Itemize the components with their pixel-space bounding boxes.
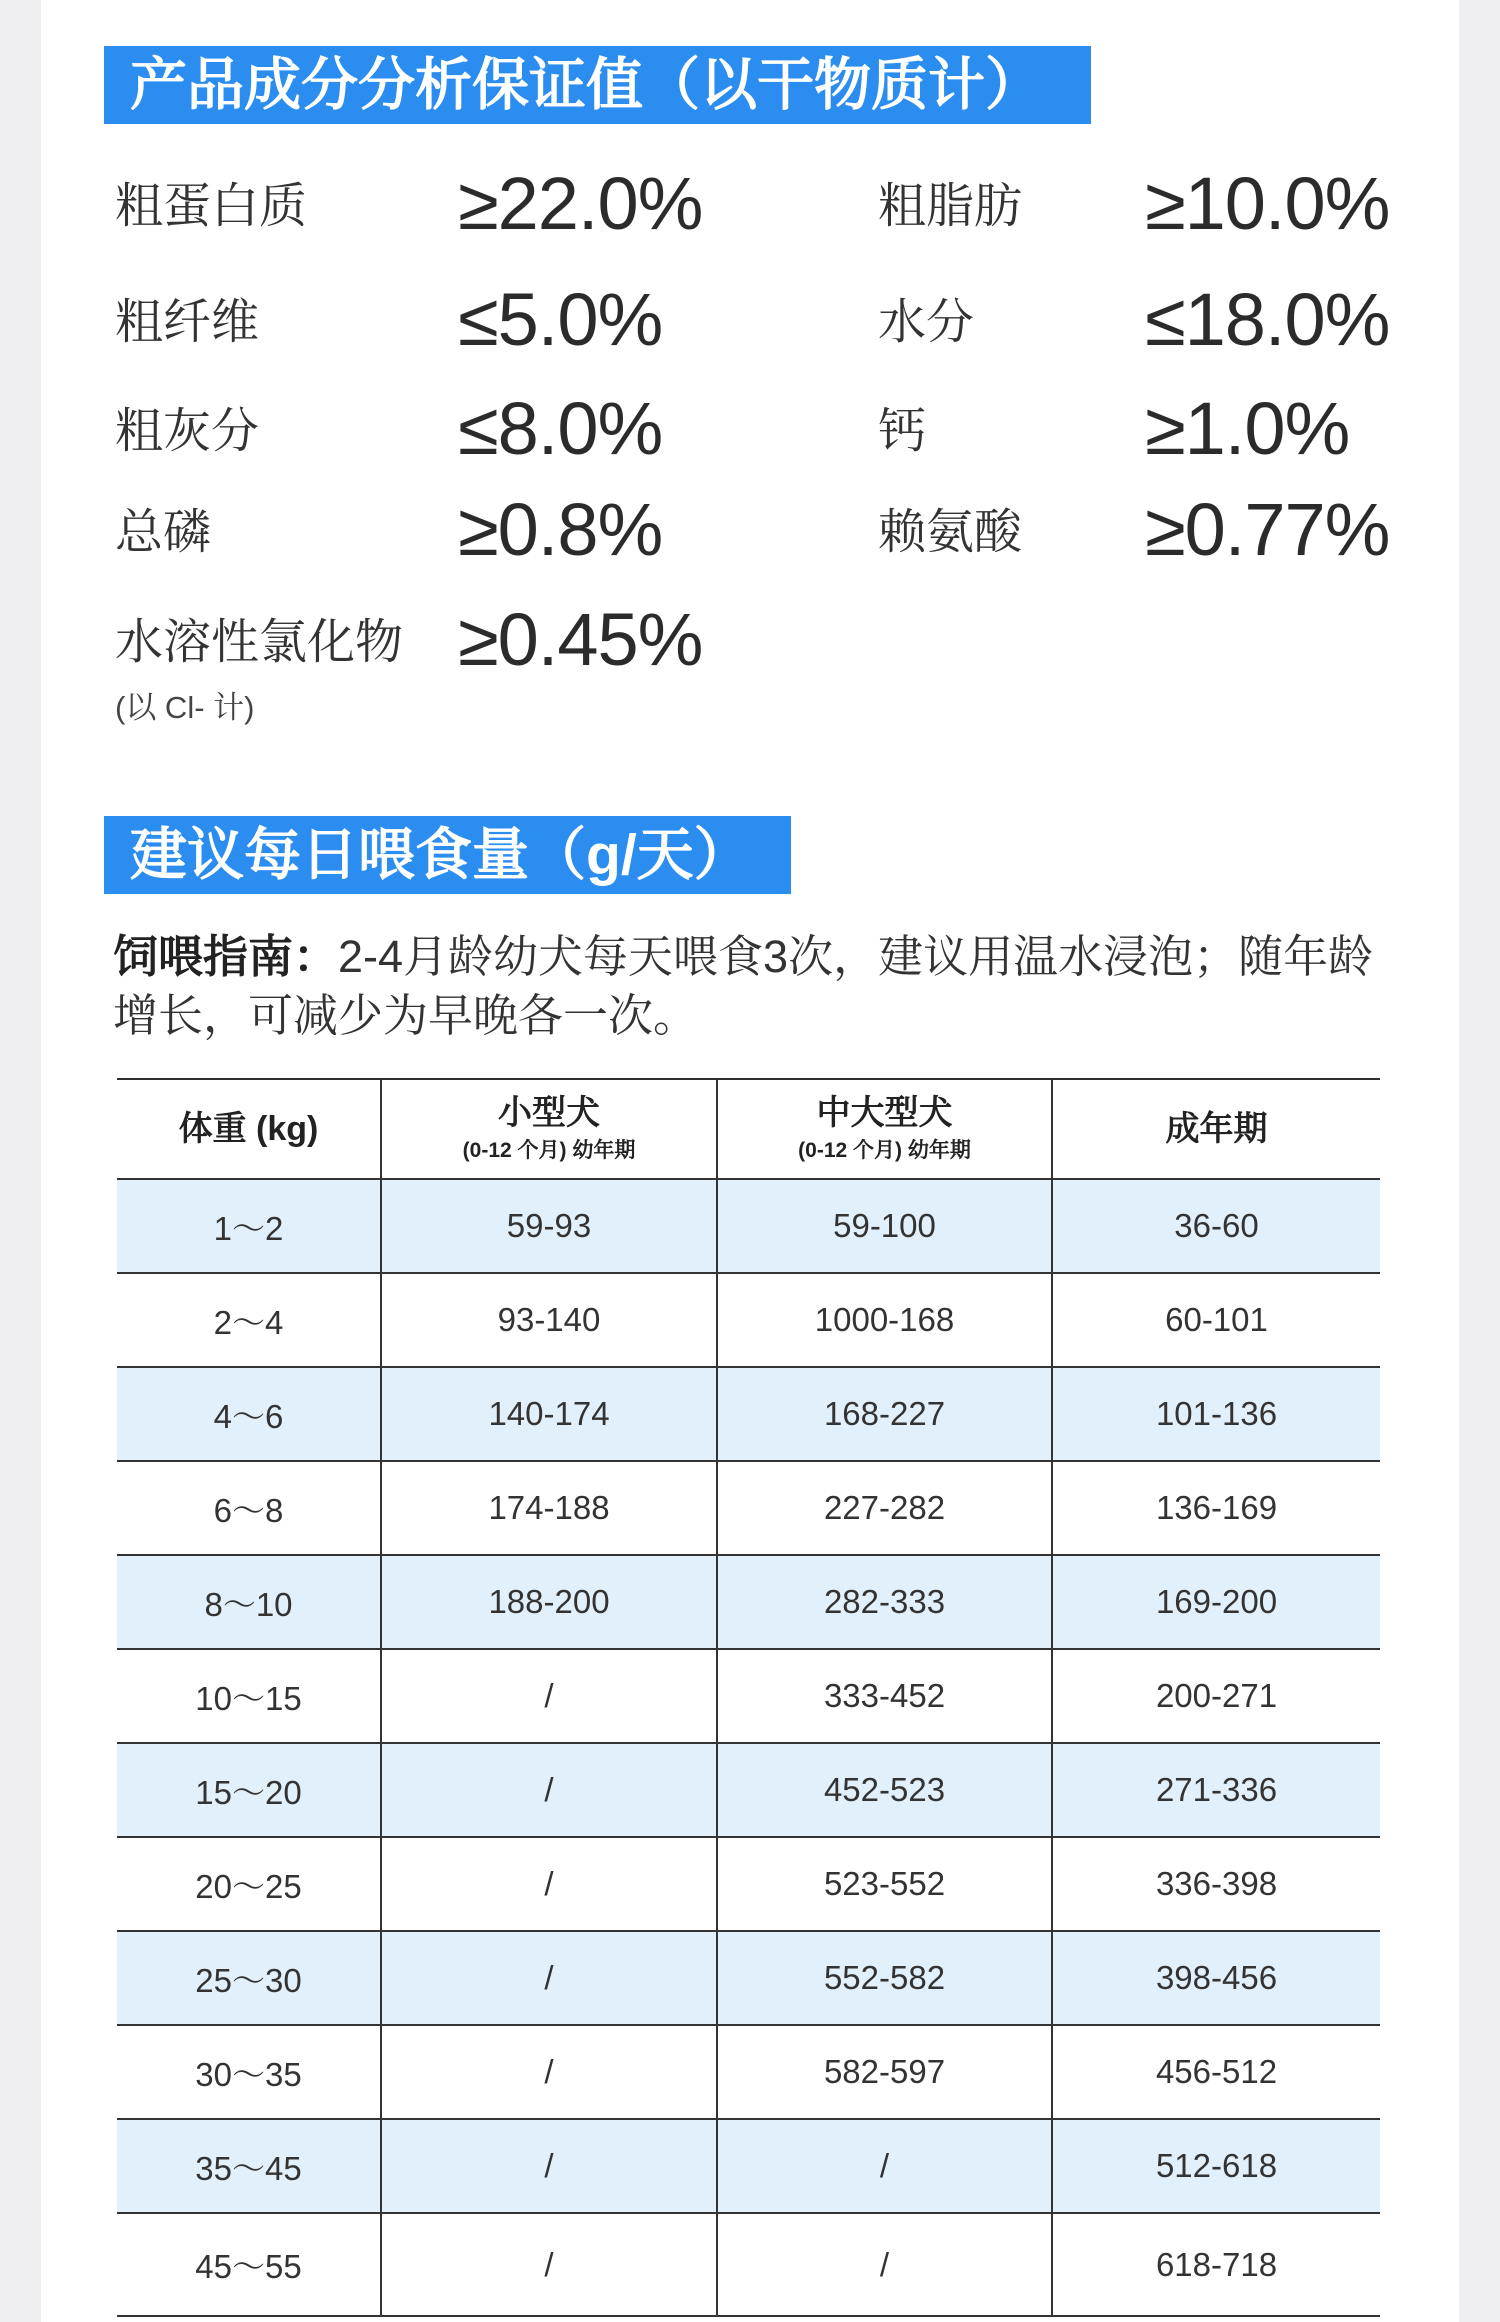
nutrient-label-water-soluble-chloride: 水溶性氯化物 [115,616,404,669]
header-adult [1053,1080,1380,1178]
nutrient-row [41,598,1459,681]
nutrient-row [41,488,1459,571]
cell-adult: 169-200 [1155,1583,1278,1620]
cell-weight: 45～55 [117,2214,382,2315]
table-row [117,2214,1380,2317]
table-row [117,1838,1380,1932]
nutrient-label-crude-protein: 粗蛋白质 [115,180,308,233]
feeding-table [117,1078,1380,2317]
cell-medium-large-dog: 552-582 [718,1932,1053,2024]
cell-weight: 35～45 [117,2120,382,2212]
cell-medium-large-dog: 168-227 [718,1368,1053,1460]
cell-weight: 2～4 [117,1274,382,1366]
table-row [117,1368,1380,1462]
content-panel [41,0,1459,2322]
cell-small-dog: / [382,1650,718,1742]
nutrient-label-crude-fiber: 粗纤维 [115,296,260,349]
cell-weight: 15～20 [117,1744,382,1836]
table-row [117,1274,1380,1368]
feeding-guide-text-2: 增长，可减少为早晚各一次。 [113,990,699,1041]
cell-small-dog: / [382,1744,718,1836]
cell-adult: 136-169 [1155,1489,1278,1526]
chloride-note: (以 Cl- 计) [115,690,255,725]
header-medium-large-dog-title: 中大型犬 [816,1094,953,1132]
cell-medium-large-dog: 282-333 [718,1556,1053,1648]
analysis-title-text: 产品成分分析保证值（以干物质计） [130,53,1042,117]
cell-weight: 1～2 [117,1180,382,1272]
nutrient-row [41,278,1459,361]
feeding-guide-line-2 [113,986,1373,1045]
cell-weight: 10～15 [117,1650,382,1742]
cell-adult: 200-271 [1155,1677,1278,1714]
nutrient-value-calcium: ≥1.0% [1145,387,1350,470]
table-row [117,1744,1380,1838]
nutrient-value-crude-fiber: ≤5.0% [458,278,663,361]
table-row [117,1462,1380,1556]
nutrient-label-total-phosphorus: 总磷 [115,506,212,559]
cell-weight: 8～10 [117,1556,382,1648]
cell-adult: 512-618 [1155,2147,1278,2184]
table-row [117,1650,1380,1744]
cell-adult: 336-398 [1155,1865,1278,1902]
cell-medium-large-dog: / [718,2120,1053,2212]
table-row [117,2026,1380,2120]
header-small-dog [382,1080,718,1178]
nutrient-value-crude-fat: ≥10.0% [1145,162,1390,245]
cell-adult: 398-456 [1155,1959,1278,1996]
cell-small-dog: 174-188 [382,1462,718,1554]
table-row [117,1180,1380,1274]
feeding-guide-line-1 [113,927,1373,986]
feeding-title-text: 建议每日喂食量（g/天） [130,823,751,887]
table-row [117,1556,1380,1650]
cell-medium-large-dog: 333-452 [718,1650,1053,1742]
cell-weight: 20～25 [117,1838,382,1930]
cell-small-dog: 59-93 [382,1180,718,1272]
table-row [117,2120,1380,2214]
cell-medium-large-dog: 227-282 [718,1462,1053,1554]
cell-adult: 36-60 [1174,1207,1259,1244]
header-medium-large-dog [718,1080,1053,1178]
cell-small-dog: 188-200 [382,1556,718,1648]
cell-adult: 60-101 [1165,1301,1268,1338]
header-weight-title: 体重 (kg) [178,1110,319,1148]
cell-adult: 271-336 [1155,1771,1278,1808]
nutrient-label-lysine: 赖氨酸 [878,506,1023,559]
cell-small-dog: 93-140 [382,1274,718,1366]
header-small-dog-subtitle: (0-12 个月) 幼年期 [462,1139,636,1162]
nutrient-value-crude-protein: ≥22.0% [458,162,703,245]
cell-adult: 456-512 [1155,2053,1278,2090]
header-small-dog-title: 小型犬 [498,1094,600,1132]
nutrient-row [41,162,1459,245]
cell-weight: 30～35 [117,2026,382,2118]
nutrient-label-crude-ash: 粗灰分 [115,405,260,458]
cell-small-dog: / [382,2214,718,2315]
nutrient-label-calcium: 钙 [878,405,927,458]
nutrient-label-moisture: 水分 [878,296,975,349]
cell-adult: 618-718 [1155,2245,1278,2283]
cell-medium-large-dog: 523-552 [718,1838,1053,1930]
header-weight [117,1080,382,1178]
cell-medium-large-dog: 59-100 [718,1180,1053,1272]
nutrient-value-total-phosphorus: ≥0.8% [458,488,663,571]
table-body [117,1180,1380,2317]
cell-small-dog: / [382,1932,718,2024]
cell-small-dog: / [382,1838,718,1930]
feeding-title-banner [104,816,791,894]
nutrient-label-crude-fat: 粗脂肪 [878,180,1023,233]
cell-weight: 4～6 [117,1368,382,1460]
table-row [117,1932,1380,2026]
nutrient-value-water-soluble-chloride: ≥0.45% [458,598,703,681]
cell-medium-large-dog: 452-523 [718,1744,1053,1836]
cell-weight: 6～8 [117,1462,382,1554]
nutrient-row [41,387,1459,470]
cell-small-dog: 140-174 [382,1368,718,1460]
feeding-guide-text-1: 2-4月龄幼犬每天喂食3次，建议用温水浸泡；随年龄 [338,931,1374,982]
header-medium-large-dog-subtitle: (0-12 个月) 幼年期 [798,1139,971,1162]
header-adult-title: 成年期 [1165,1110,1268,1148]
feeding-guide [113,927,1373,1045]
cell-medium-large-dog: 1000-168 [718,1274,1053,1366]
cell-small-dog: / [382,2120,718,2212]
cell-small-dog: / [382,2026,718,2118]
cell-medium-large-dog: / [718,2214,1053,2315]
nutrient-value-moisture: ≤18.0% [1145,278,1390,361]
analysis-title-banner [104,46,1091,124]
cell-adult: 101-136 [1155,1395,1278,1432]
nutrient-value-crude-ash: ≤8.0% [458,387,663,470]
table-header-row [117,1080,1380,1180]
feeding-guide-label: 饲喂指南： [113,931,339,982]
nutrient-value-lysine: ≥0.77% [1145,488,1390,571]
cell-weight: 25～30 [117,1932,382,2024]
cell-medium-large-dog: 582-597 [718,2026,1053,2118]
